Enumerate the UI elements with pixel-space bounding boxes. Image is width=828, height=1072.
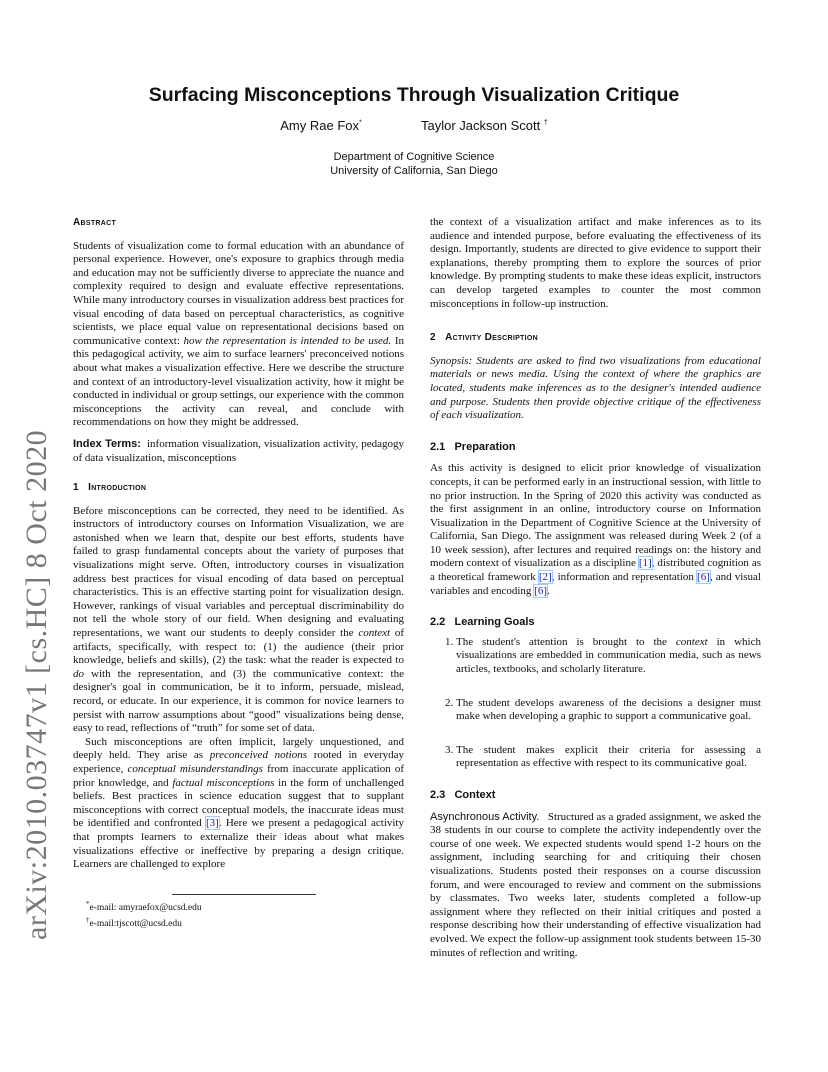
footnote-rule [172,894,316,895]
citation-link[interactable]: [6] [534,584,547,597]
arxiv-identifier: arXiv:2010.03747v1 [cs.HC] 8 Oct 2020 [20,429,53,940]
context-text: Asynchronous Activity. Structured as a graded assignment, we asked the 38 students in our course to complete the activity independently over the course of one week. We expected students would spend 1-2 hours on the assignment, including searching for and critiquing their chosen visualizations. Students posted their responses on a course discussion forum, and were encouraged to review and comment on the submissions by classmates. Two weeks later, students completed a follow-up assignment where they reflected on their initial critiques and posted a response describing how their understanding of effective visualization had evolved. We expect the follow-up assignment took students between 15-30 minutes of reflection and writing. [430,810,762,959]
goal-item-2: 2. The student develops awareness of the decisions a designer must make when developing a graphic to support a communicative goal. [456,697,761,724]
footnote-2: †e-mail:tjscott@ucsd.edu [86,916,182,930]
footnotes [86,898,202,930]
index-terms: Index Terms: information visualization, visualization activity, pedagogy of data visualization, misconceptions [73,437,405,464]
paper-title: Surfacing Misconceptions Through Visualization Critique [148,84,680,106]
activity-heading: 2 Activity Description [430,332,538,344]
abstract-text: Students of visualization come to formal education with an abundance of personal experience. However, one's exposure to graphics through media and education may not be sufficiently diverse to appreciate the nuance and complexity required to design and evaluate effective representations. While many introductory courses in visualization address best practices for visual encoding of data based on perceptual characteristics, as cognitive scientists, we place equal value on representational decisions based on communicative context: how the representation is intended to be used. In this pedagogical activity, we aim to surface learners' preconceived notions about what makes a visualization effective. Here we describe the structure and context of an introductory-level visualization activity, how it might be conducted in individual or group settings, our experience with the common misconceptions the activity can reveal, and conclude with recommendations on how they might be addressed. [73,239,404,429]
author-2: Taylor Jackson Scott † [420,118,548,133]
abstract-continuation: the context of a visualization artifact and make inferences as to its audience and intended purpose, before evaluating the effectiveness of its design. Importantly, students are directed to give evidence to support their explanations, thereby prompting them to explore the sources of prior knowledge. By prompting students to make these ideas explicit, instructors can develop targeted examples to counter the most common misconceptions in follow-up instruction. [430,216,761,310]
author-list [0,118,828,133]
citation-link[interactable]: [2] [538,571,552,584]
affiliation [0,150,828,178]
goal-item-3: 3. The student makes explicit their criteria for assessing a representation as effective with respect to its communicative goal. [456,744,761,771]
affiliation-dept: Department of Cognitive Science [333,151,495,163]
context-heading: 2.3 Context [430,789,496,801]
goals-heading: 2.2 Learning Goals [430,616,535,629]
citation-link[interactable]: [6] [697,571,710,584]
affiliation-university: University of California, San Diego [330,165,498,177]
intro-paragraph-2: Such misconceptions are often implicit, largely unquestioned, and deeply held. They arise as preconceived notions rooted in everyday experience, conceptual misunderstandings from inaccurate application of prior knowledge, and factual misconceptions in the form of unchallenged beliefs. Best practices in science education suggest that to supplant misconceptions with correct conceptual models, the inaccurate ideas must be identified and confronted [3]. Here we present a pedagogical activity that prompts learners to externalize their ideas about what makes visualizations effective or ineffective by preparing a design critique. Learners are challenged to explore [73,735,405,871]
citation-link[interactable]: [3] [206,817,219,830]
synopsis: Synopsis: Students are asked to find two visualizations from educational materials or news media. Using the context of where the graphics are located, students make inferences as to the designer's intended audience and purpose. Students then provide objective critique of the effectiveness of each visualization. [430,354,761,422]
left-column [73,216,404,872]
abstract-heading: Abstract [73,217,117,228]
citation-link[interactable]: [1] [638,557,652,570]
right-column [430,216,761,960]
author-1: Amy Rae Fox* [280,118,362,133]
footnote-1: *e-mail: amyraefox@ucsd.edu [86,900,202,914]
goals-list [430,636,761,771]
intro-heading: 1 Introduction [73,482,147,494]
goal-item-1: 1. The student's attention is brought to the context in which visualizations are embedded in communication media, such as news articles, textbooks, and scholarly literature. [456,636,761,677]
preparation-text: As this activity is designed to elicit prior knowledge of visualization concepts, it can be performed early in an instructional session, with little to no prior instruction. In the Spring of 2020 this activity was conducted as the first assignment in an online, introductory course on Information Visualization in the Department of Cognitive Science at the University of California, San Diego. The assignment was released during Week 2 (of a 10 week session), after lectures and required readings on: the history and modern context of visualization as a discipline [1], distributed cognition as a theoretical framework [2], information and representation [6], and visual variables and encoding [6]. [430,462,762,597]
preparation-heading: 2.1 Preparation [430,440,516,453]
intro-paragraph-1: Before misconceptions can be corrected, they need to be identified. As instructors of introductory courses on Information Visualization, we are astonished when we learn that, despite our best efforts, students have failed to grasp fundamental concepts about the variety of purposes that visualizations might serve. Often, introductory courses in visualization address best practices for visual encoding of data based on perceptual characteristics. This is an effective starting point for visualization design. However, rankings of visual variables and perceptual discriminability do not tell the whole story of our field. When designing and evaluating representations, we want our students to deeply consider the context of artifacts, specifically, with respect to: (1) the audience (their prior knowledge, beliefs and skills), (2) the task: what the reader is expected to do with the representation, and (3) the communicative context: the designer's goal in communication, be it to inform, persuade, mislead, record, or educate. In our experience, it is common for novice learners to persist with narrow assumptions about “good” visualizations being dense, easy to read, reflections of “truth” for some set of data. [73,504,404,735]
